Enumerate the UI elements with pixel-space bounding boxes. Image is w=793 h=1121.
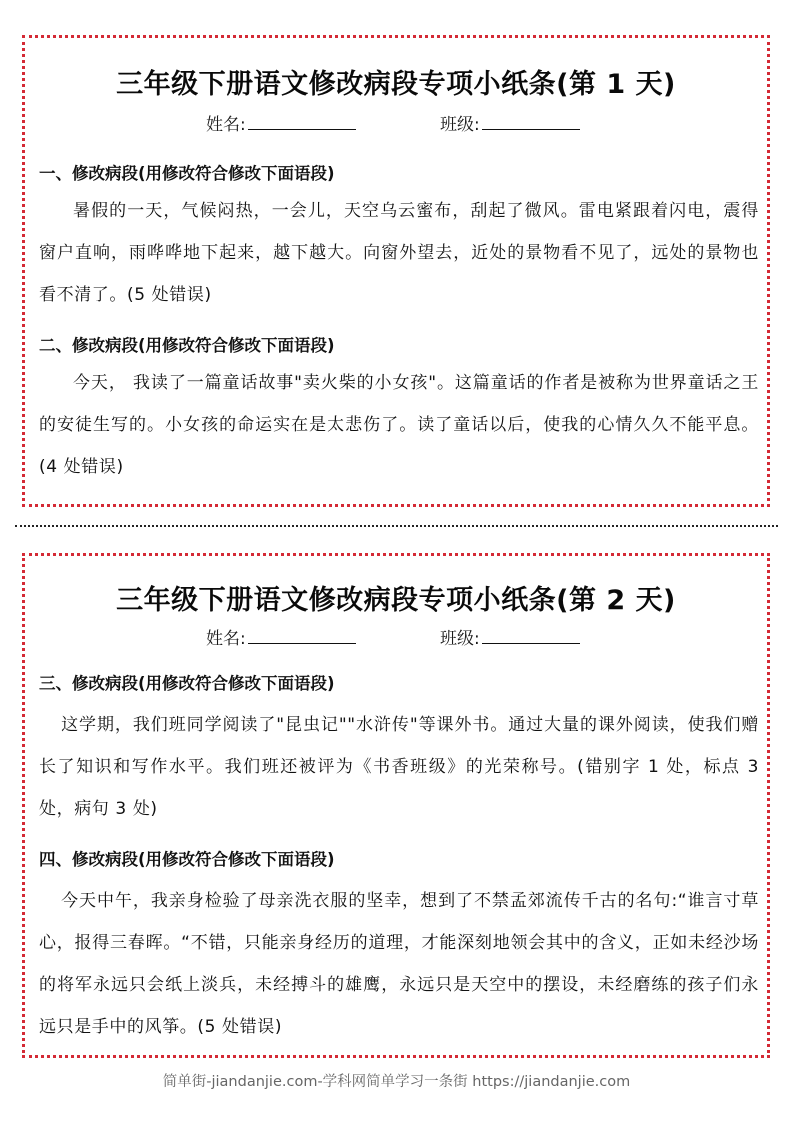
class-field <box>440 110 580 135</box>
section-paragraph-4: 今天中午，我亲身检验了母亲洗衣服的坚幸，想到了不禁孟郊流传千古的名句:“谁言寸草心，报得三春晖。“不错，只能亲身经历的道理，才能深刻地领会其中的含义，正如未经沙场的将军永远只会纸上淡兵，未经搏斗的雄鹰，永远只是天空中的摆设，未经磨练的孩子们永远只是手中的风筝。(5 处错误) <box>39 891 759 1037</box>
name-label: 姓名: <box>206 629 246 649</box>
site-footer-watermark: 简单街-jiandanjie.com-学科网简单学习一条街 https://jiandanjie.com <box>162 1074 631 1090</box>
section-paragraph-2: 今天， 我读了一篇童话故事"卖火柴的小女孩"。这篇童话的作者是被称为世界童话之王的安徒生写的。小女孩的命运实在是太悲伤了。读了童话以后，使我的心情久久不能平息。(4 处错误) <box>39 373 759 477</box>
section-heading-4: 四、修改病段(用修改符合修改下面语段) <box>39 850 335 869</box>
cut-line-separator <box>15 525 778 527</box>
section-heading-2: 二、修改病段(用修改符合修改下面语段) <box>39 336 335 355</box>
class-blank[interactable] <box>482 627 580 644</box>
name-blank[interactable] <box>248 627 356 644</box>
name-blank[interactable] <box>248 113 356 130</box>
class-label: 班级: <box>440 629 480 649</box>
section-paragraph-1: 暑假的一天，气候闷热，一会儿，天空乌云蜜布，刮起了微风。雷电紧跟着闪电，震得窗户直响，雨哗哗地下起来，越下越大。向窗外望去，近处的景物看不见了，远处的景物也看不清了。(5 处错误) <box>39 201 759 305</box>
name-field <box>206 624 356 649</box>
worksheet-card-day-1 <box>22 35 770 507</box>
card-title: 三年级下册语文修改病段专项小纸条(第 1 天) <box>116 69 676 100</box>
name-label: 姓名: <box>206 115 246 135</box>
name-field <box>206 110 356 135</box>
worksheet-card-day-2 <box>22 553 770 1058</box>
class-label: 班级: <box>440 115 480 135</box>
section-heading-3: 三、修改病段(用修改符合修改下面语段) <box>39 674 335 693</box>
section-heading-1: 一、修改病段(用修改符合修改下面语段) <box>39 164 335 183</box>
class-field <box>440 624 580 649</box>
class-blank[interactable] <box>482 113 580 130</box>
section-paragraph-3: 这学期，我们班同学阅读了"昆虫记""水浒传"等课外书。通过大量的课外阅读，使我们赠长了知识和写作水平。我们班还被评为《书香班级》的光荣称号。(错别字 1 处，标点 3 处，病句 3 处) <box>39 715 759 819</box>
card-title: 三年级下册语文修改病段专项小纸条(第 2 天) <box>116 585 676 616</box>
